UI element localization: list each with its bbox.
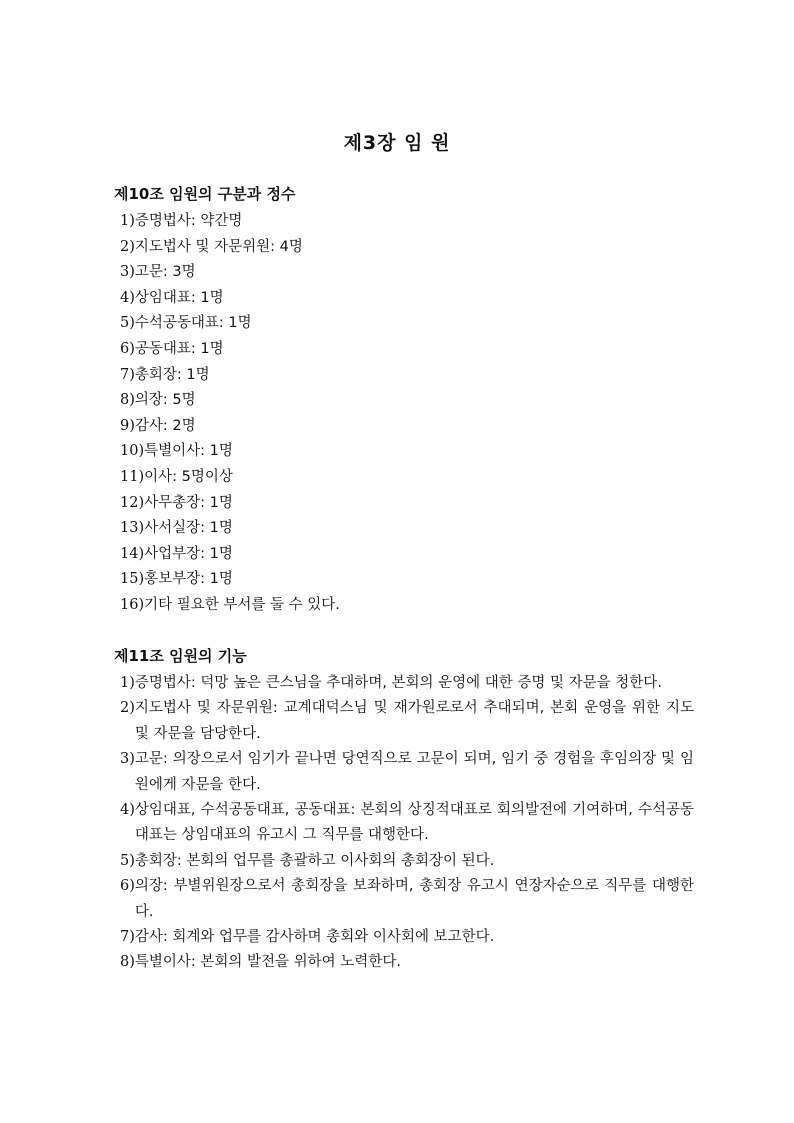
item-number: 6) — [120, 878, 135, 895]
list-item — [114, 491, 694, 517]
item-number: 8) — [120, 392, 135, 409]
item-text: 총회장: 본회의 업무를 총괄하고 이사회의 총회장이 된다. — [134, 852, 495, 869]
list-item — [114, 414, 694, 440]
list-item — [114, 260, 694, 286]
item-number: 11) — [120, 468, 145, 485]
item-text: 상임대표: 1명 — [134, 289, 224, 306]
list-item — [114, 439, 694, 465]
item-text: 감사: 2명 — [134, 417, 196, 434]
item-text: 사업부장: 1명 — [144, 545, 233, 562]
list-item — [114, 542, 694, 568]
item-text: 홍보부장: 1명 — [144, 571, 233, 588]
list-item — [114, 516, 694, 542]
article-11-list — [114, 671, 694, 976]
item-number: 1) — [120, 675, 135, 691]
item-text: 특별이사: 본회의 발전을 위하여 노력한다. — [134, 954, 401, 971]
list-item — [114, 671, 694, 696]
item-number: 12) — [120, 494, 145, 511]
item-text: 사서실장: 1명 — [144, 520, 233, 537]
item-number: 2) — [120, 700, 135, 717]
item-number: 5) — [120, 315, 135, 332]
item-text: 고문: 3명 — [134, 264, 196, 281]
article-11-section — [114, 645, 694, 976]
item-text: 지도법사 및 자문위원: 4명 — [134, 238, 303, 255]
item-text: 특별이사: 1명 — [144, 443, 233, 460]
item-number: 9) — [120, 417, 135, 434]
item-number: 7) — [120, 366, 135, 383]
article-10-heading: 제10조 임원의 구분과 정수 — [114, 185, 296, 203]
list-item — [114, 286, 694, 312]
list-item — [114, 747, 694, 798]
item-number: 7) — [120, 929, 135, 946]
list-item — [114, 567, 694, 593]
list-item — [114, 311, 694, 337]
item-text: 상임대표, 수석공동대표, 공동대표: 본회의 상징적대표로 회의발전에 기여하며, 수석공동대표는 상임대표의 유고시 그 직무를 대행한다. — [134, 802, 694, 844]
item-text: 증명법사: 약간명 — [134, 213, 243, 229]
list-item — [114, 696, 694, 747]
item-text: 의장: 부별위원장으로서 총회장을 보좌하며, 총회장 유고시 연장자순으로 직무를 대행한다. — [134, 878, 694, 920]
item-number: 8) — [120, 954, 135, 971]
item-number: 5) — [120, 852, 135, 869]
item-number: 4) — [120, 802, 135, 819]
item-number: 14) — [120, 545, 145, 562]
article-10-list — [114, 209, 694, 619]
list-item — [114, 363, 694, 389]
item-text: 총회장: 1명 — [134, 366, 210, 383]
list-item — [114, 465, 694, 491]
item-number: 3) — [120, 751, 135, 768]
article-11-heading: 제11조 임원의 기능 — [114, 647, 247, 665]
item-number: 6) — [120, 340, 135, 357]
item-number: 10) — [120, 443, 145, 460]
item-number: 13) — [120, 520, 145, 537]
item-number: 2) — [120, 238, 135, 255]
article-10-section — [114, 183, 694, 619]
list-item — [114, 925, 694, 950]
list-item — [114, 388, 694, 414]
list-item — [114, 337, 694, 363]
list-item — [114, 209, 694, 235]
item-text: 수석공동대표: 1명 — [134, 315, 252, 332]
item-text: 의장: 5명 — [134, 392, 196, 409]
list-item — [114, 798, 694, 849]
list-item — [114, 874, 694, 925]
item-text: 고문: 의장으로서 임기가 끝나면 당연직으로 고문이 되며, 임기 중 경험을 후임의장 및 임원에게 자문을 한다. — [134, 751, 694, 793]
item-text: 기타 필요한 부서를 둘 수 있다. — [144, 596, 340, 613]
item-number: 16) — [120, 596, 145, 613]
list-item — [114, 950, 694, 975]
item-text: 공동대표: 1명 — [134, 340, 224, 357]
list-item — [114, 849, 694, 874]
item-text: 감사: 회계와 업무를 감사하며 총회와 이사회에 보고한다. — [134, 929, 495, 946]
item-number: 4) — [120, 289, 135, 306]
item-number: 3) — [120, 264, 135, 281]
list-item — [114, 235, 694, 261]
item-text: 지도법사 및 자문위원: 교계대덕스님 및 재가원로로서 추대되며, 본회 운영을 위한 지도 및 자문을 담당한다. — [134, 700, 694, 742]
list-item — [114, 593, 694, 619]
item-text: 이사: 5명이상 — [144, 468, 233, 485]
item-text: 증명법사: 덕망 높은 큰스님을 추대하며, 본회의 운영에 대한 증명 및 자문을 청한다. — [134, 675, 662, 691]
item-number: 15) — [120, 571, 145, 588]
item-number: 1) — [120, 213, 135, 229]
item-text: 사무총장: 1명 — [144, 494, 233, 511]
chapter-title: 제3장 임 원 — [343, 132, 451, 154]
